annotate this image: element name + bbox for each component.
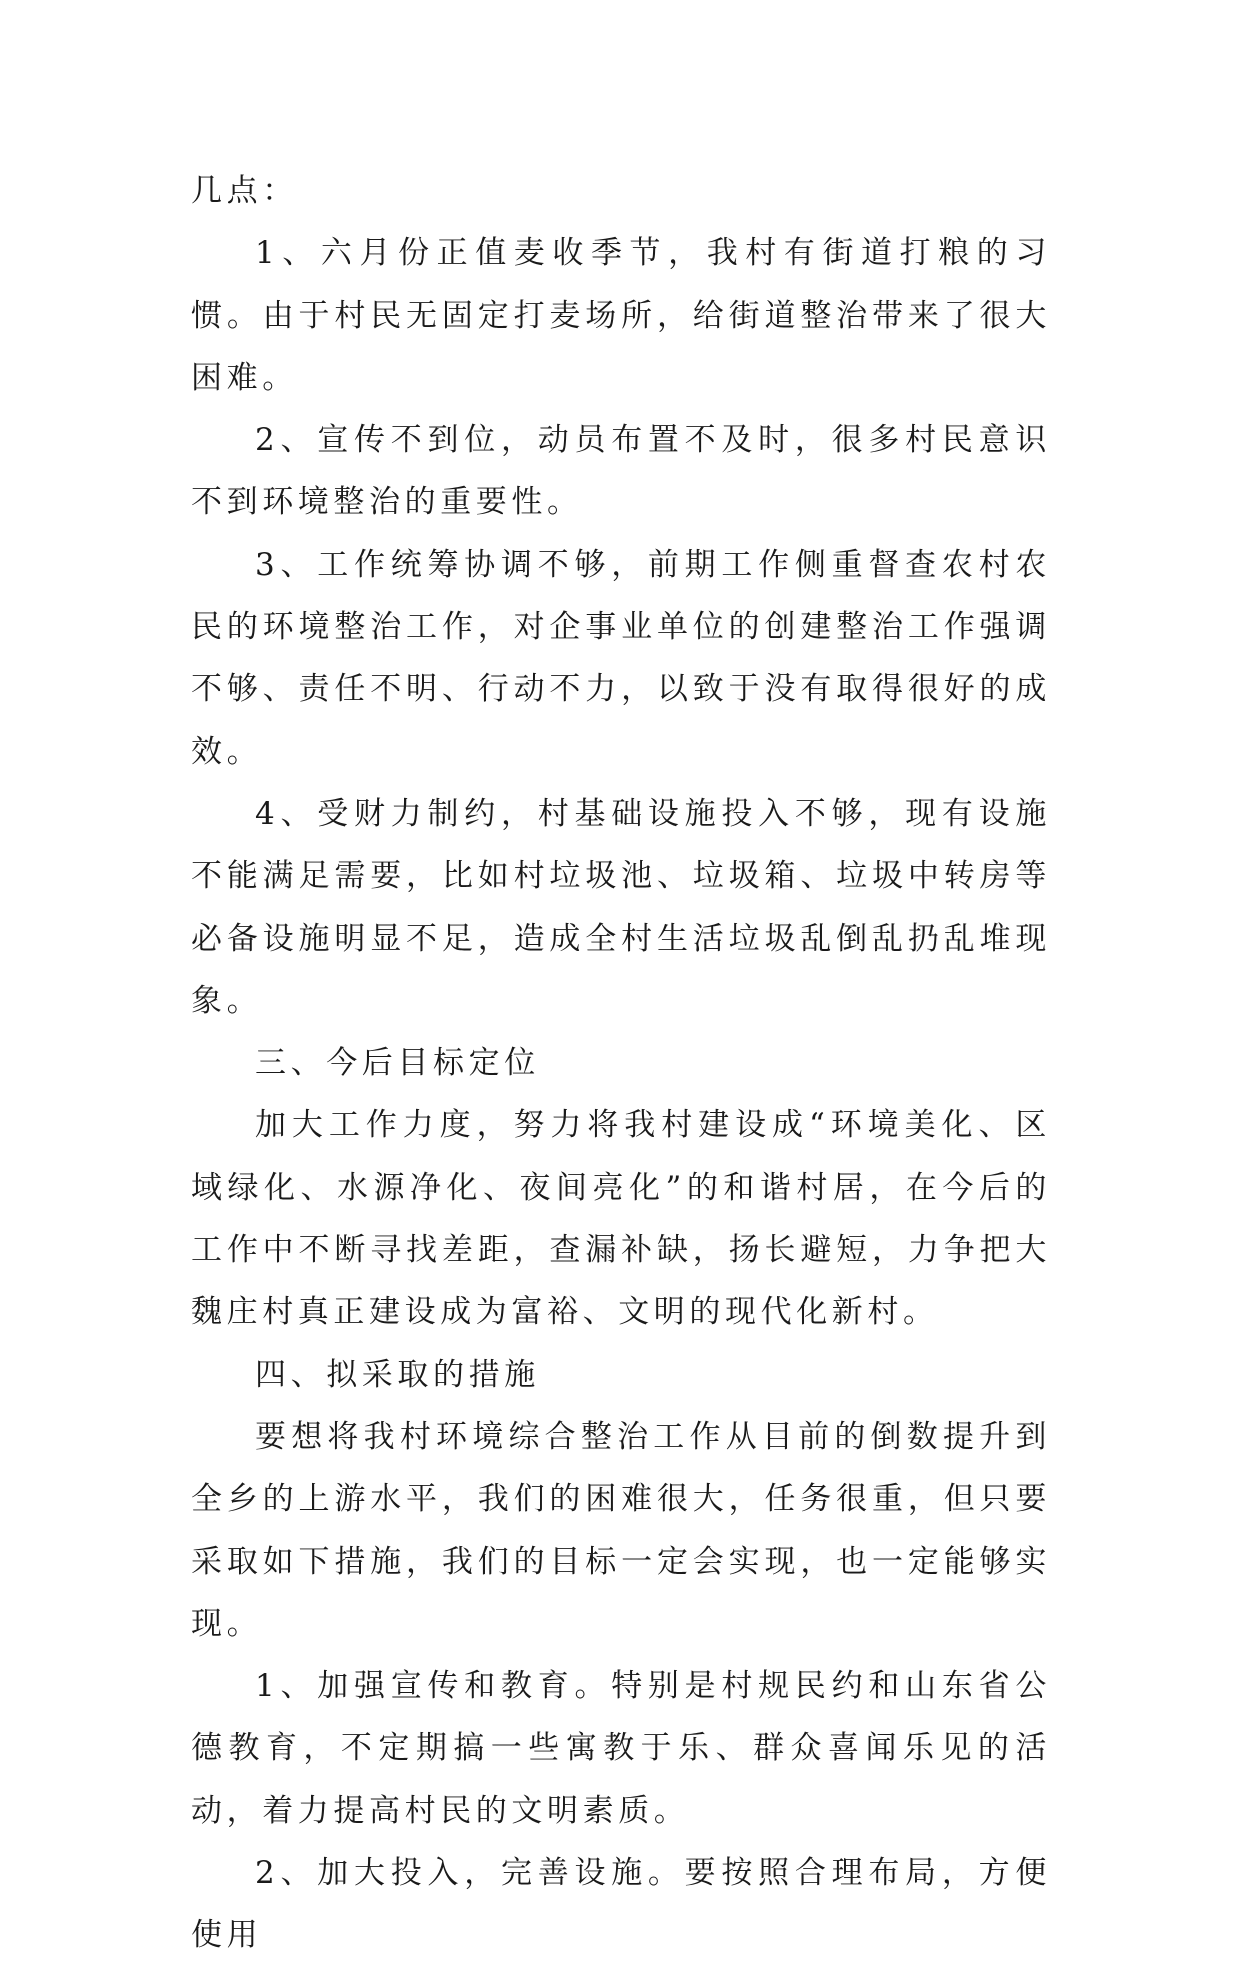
section-heading-measures: 四、拟采取的措施 xyxy=(255,1356,540,1393)
paragraph-problem-3: 3、工作统筹协调不够，前期工作侧重督查农村农民的环境整治工作，对企事业单位的创建整治工作强调不够、责任不明、行动不力，以致于没有取得很好的成效。 xyxy=(191,546,1051,770)
paragraph-goals: 加大工作力度，努力将我村建设成“环境美化、区域绿化、水源净化、夜间亮化”的和谐村居，在今后的工作中不断寻找差距，查漏补缺，扬长避短，力争把大魏庄村真正建设成为富裕、文明的现代化新村。 xyxy=(191,1107,1051,1331)
paragraph-measures-intro: 要想将我村环境综合整治工作从目前的倒数提升到全乡的上游水平，我们的困难很大，任务很重，但只要采取如下措施，我们的目标一定会实现，也一定能够实现。 xyxy=(191,1418,1051,1642)
paragraph-measure-2: 2、加大投入，完善设施。要按照合理布局，方便使用 xyxy=(191,1855,1051,1954)
paragraph-measure-1: 1、加强宣传和教育。特别是村规民约和山东省公德教育，不定期搞一些寓教于乐、群众喜闻乐见的活动，着力提高村民的文明素质。 xyxy=(191,1668,1051,1829)
paragraph-intro: 几点： xyxy=(191,173,298,209)
paragraph-problem-1: 1、六月份正值麦收季节，我村有街道打粮的习惯。由于村民无固定打麦场所，给街道整治带来了很大困难。 xyxy=(191,235,1051,396)
paragraph-problem-4: 4、受财力制约，村基础设施投入不够，现有设施不能满足需要，比如村垃圾池、垃圾箱、垃圾中转房等必备设施明显不足，造成全村生活垃圾乱倒乱扔乱堆现象。 xyxy=(191,795,1051,1019)
section-heading-goals: 三、今后目标定位 xyxy=(255,1045,540,1082)
document-body xyxy=(191,160,1051,1967)
paragraph-problem-2: 2、宣传不到位，动员布置不及时，很多村民意识不到环境整治的重要性。 xyxy=(191,422,1051,521)
